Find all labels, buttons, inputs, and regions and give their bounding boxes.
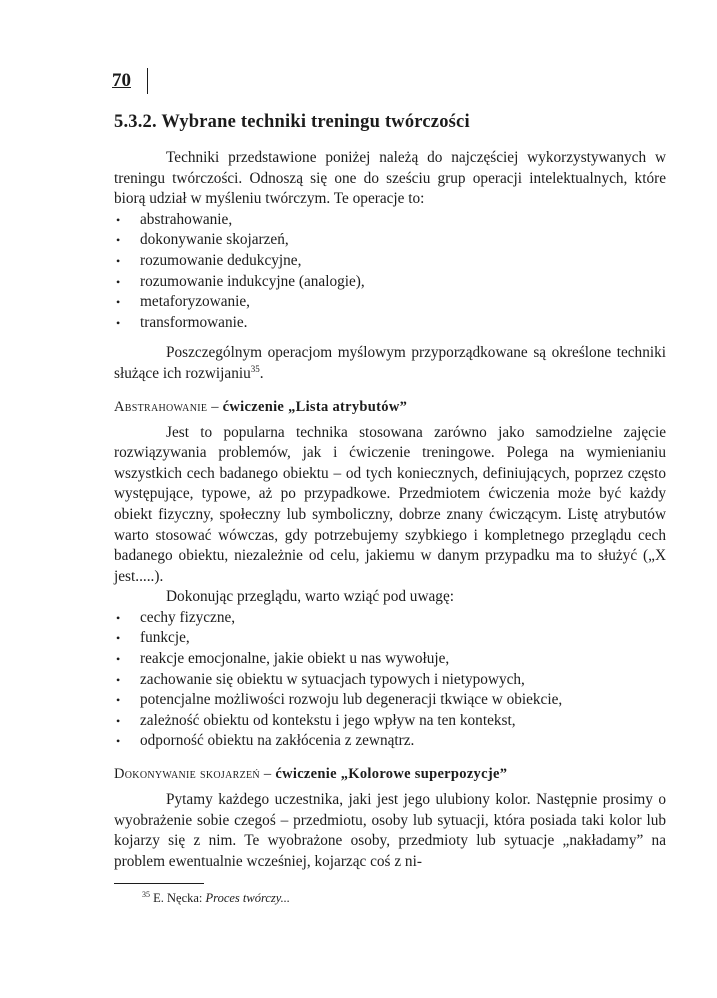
list-item: • odporność obiektu na zakłócenia z zewnątrz. xyxy=(114,731,666,752)
section-heading: 5.3.2. Wybrane techniki treningu twórczości xyxy=(114,112,470,132)
subsection-2-dash: – xyxy=(259,766,276,783)
spacer xyxy=(114,333,666,343)
list-item: • transformowanie. xyxy=(114,313,666,334)
subsection-1-exercise: ćwiczenie „Lista atrybutów” xyxy=(222,398,408,415)
aspects-list xyxy=(114,608,666,752)
list-item: • abstrahowanie, xyxy=(114,210,666,231)
sec1-paragraph-2: Dokonując przeglądu, warto wziąć pod uwagę: xyxy=(166,588,454,606)
footnote-title: Proces twórczy... xyxy=(205,891,291,905)
list-item: • zależność obiektu od kontekstu i jego wpływ na ten kontekst, xyxy=(114,711,666,732)
sec2-paragraph-1: Pytamy każdego uczestnika, jaki jest jego ulubiony kolor. Następnie prosimy o wyobrażenie sobie czegoś – przedmiotu, osoby lub sytuacji, która posiada taki kolor lub kojarzy się z nim. Te wyobrażone osoby, przedmioty lub sytuacje „nakładamy” na problem ewentualnie wcześniej, kojarząc coś z ni- xyxy=(114,791,666,870)
list-item: • reakcje emocjonalne, jakie obiekt u nas wywołuje, xyxy=(114,649,666,670)
assign-end: . xyxy=(259,364,264,382)
footnote xyxy=(142,890,290,906)
page-number-rule xyxy=(147,68,148,94)
list-item: • zachowanie się obiektu w sytuacjach typowych i nietypowych, xyxy=(114,670,666,691)
list-item: • metaforyzowanie, xyxy=(114,292,666,313)
footnote-number: 35 xyxy=(142,889,150,899)
list-item: • dokonywanie skojarzeń, xyxy=(114,230,666,251)
assign-text: Poszczególnym operacjom myślowym przyporządkowane są określone techniki służące ich rozwijaniu xyxy=(114,344,666,382)
subsection-2-technique: Dokonywanie skojarzeń xyxy=(114,766,260,783)
page-content xyxy=(114,110,666,872)
subsection-heading-1 xyxy=(114,397,666,417)
subsection-2-exercise: ćwiczenie „Kolorowe superpozycje” xyxy=(275,766,508,783)
footnote-author: E. Nęcka: xyxy=(150,891,206,905)
list-item: • rozumowanie dedukcyjne, xyxy=(114,251,666,272)
subsection-heading-2 xyxy=(114,764,666,784)
list-item: • cechy fizyczne, xyxy=(114,608,666,629)
sec1-paragraph-1: Jest to popularna technika stosowana zarówno jako samodzielne zajęcie rozwiązywania problemów, jak i ćwiczenie treningowe. Polega na wymienianiu wszystkich cech badanego obiektu – od tych koniecznych, definiujących, poprzez często występujące, typowe, aż po przypadkowe. Przedmiotem ćwiczenia może być każdy obiekt fizyczny, społeczny lub symboliczny, dobrze znany ćwiczącym. Listę atrybutów warto stosować wówczas, gdy potrzebujemy szybkiego i kompletnego przeglądu cech badanego obiektu, niezależnie od celu, jakiemu w danym przypadku ma to służyć („X jest.....). xyxy=(114,423,666,585)
footnote-reference: 35 xyxy=(250,363,260,374)
subsection-1-dash: – xyxy=(207,398,223,415)
intro-paragraph: Techniki przedstawione poniżej należą do najczęściej wykorzystywanych w treningu twórczości. Odnoszą się one do sześciu grup operacji intelektualnych, które biorą udział w myśleniu twórczym. Te operacje to: xyxy=(114,149,666,208)
list-item: • rozumowanie indukcyjne (analogie), xyxy=(114,272,666,293)
page-number: 70 xyxy=(112,70,131,91)
subsection-1-technique: Abstrahowanie xyxy=(114,398,208,415)
footnote-rule xyxy=(114,883,204,884)
list-item: • potencjalne możliwości rozwoju lub degeneracji tkwiące w obiekcie, xyxy=(114,690,666,711)
list-item: • funkcje, xyxy=(114,628,666,649)
assign-paragraph xyxy=(114,343,666,384)
operations-list xyxy=(114,210,666,334)
